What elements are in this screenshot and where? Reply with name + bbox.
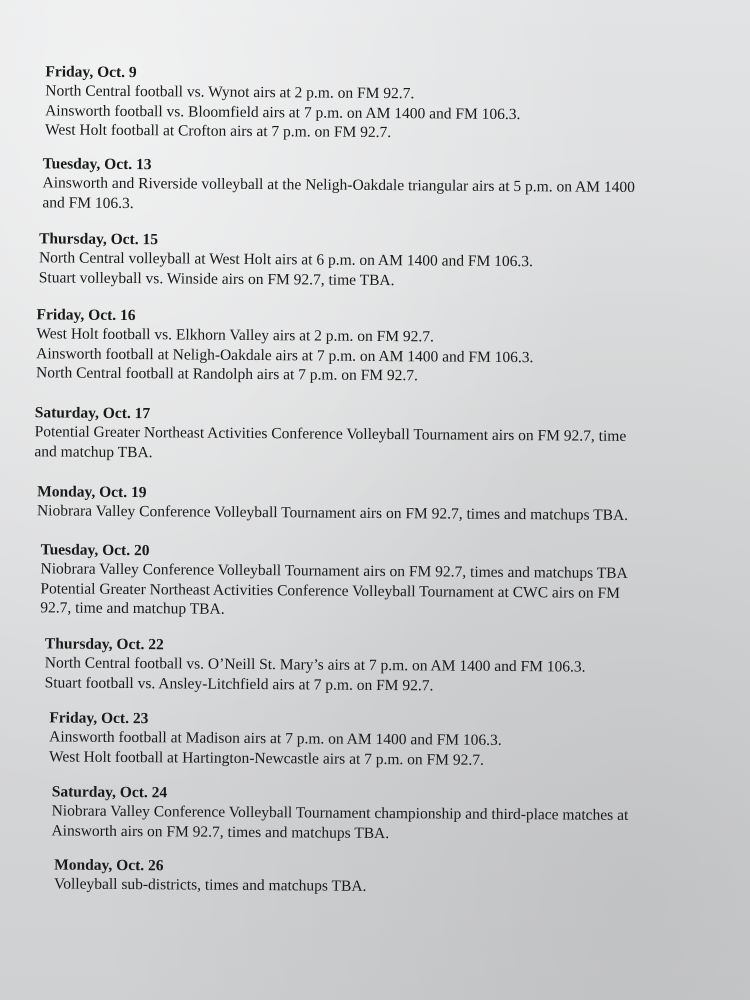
event-line: North Central football vs. O’Neill St. Mary’s airs at 7 p.m. on AM 1400 and FM 106.3. [44,654,586,676]
section-date: Thursday, Oct. 22 [44,635,164,654]
event-line: Niobrara Valley Conference Volleyball Tournament airs on FM 92.7, times and matchups TBA. [36,502,629,524]
event-line: West Holt football at Hartington-Newcastle airs at 7 p.m. on FM 92.7. [48,747,484,769]
event-line: West Holt football at Crofton airs at 7 p.m. on FM 92.7. [44,121,392,142]
event-line: Ainsworth football at Madison airs at 7 p.m. on AM 1400 and FM 106.3. [49,728,502,749]
section-date: Tuesday, Oct. 13 [42,155,152,174]
event-line: Ainsworth football at Neligh-Oakdale airs at 7 p.m. on AM 1400 and FM 106.3. [36,344,534,366]
event-line: Stuart volleyball vs. Winside airs on FM 92.7, time TBA. [38,268,395,289]
section-date: Friday, Oct. 16 [36,306,136,325]
event-line: Volleyball sub-districts, times and matchups TBA. [53,875,367,895]
event-line: Niobrara Valley Conference Volleyball Tournament championship and third-place matches at [51,802,629,824]
event-line: and matchup TBA. [34,442,153,461]
section-date: Thursday, Oct. 15 [39,230,159,249]
schedule-section [42,154,722,217]
event-line: West Holt football vs. Elkhorn Valley airs at 2 p.m. on FM 92.7. [36,325,434,346]
schedule-section [45,62,726,145]
event-line: North Central volleyball at West Holt airs at 6 p.m. on AM 1400 and FM 106.3. [38,249,534,271]
event-line: Ainsworth airs on FM 92.7, times and matchups TBA. [51,821,390,842]
section-date: Tuesday, Oct. 20 [40,541,150,560]
schedule-section [49,708,729,771]
section-date: Friday, Oct. 9 [45,63,137,82]
section-date: Monday, Oct. 26 [54,856,164,875]
event-line: Potential Greater Northeast Activities Conference Volleyball Tournament at CWC airs on FM [40,579,621,602]
schedule-section [54,855,734,899]
event-line: Ainsworth and Riverside volleyball at the Neligh-Oakdale triangular airs at 5 p.m. on AM 1400 [42,174,635,196]
schedule-section [36,305,717,388]
schedule-section [40,540,721,623]
event-line: and FM 106.3. [42,193,134,212]
schedule-section [34,403,714,466]
section-date: Saturday, Oct. 17 [34,404,151,423]
section-date: Friday, Oct. 23 [49,709,149,728]
event-line: Stuart football vs. Ansley-Litchfield airs at 7 p.m. on FM 92.7. [44,673,434,694]
schedule-section [45,634,725,697]
event-line: 92.7, time and matchup TBA. [40,599,225,618]
event-line: Ainsworth football vs. Bloomfield airs at 7 p.m. on AM 1400 and FM 106.3. [45,101,521,123]
section-date: Monday, Oct. 19 [37,483,147,502]
event-line: Potential Greater Northeast Activities Conference Volleyball Tournament airs on FM 92.7, time [34,423,627,445]
event-line: North Central football at Randolph airs at 7 p.m. on FM 92.7. [36,364,418,385]
event-line: North Central football vs. Wynot airs at 2 p.m. on FM 92.7. [45,82,415,103]
section-date: Saturday, Oct. 24 [51,783,168,802]
schedule-section [39,229,719,292]
schedule-section [37,482,717,526]
schedule-section [51,782,731,845]
event-line: Niobrara Valley Conference Volleyball Tournament airs on FM 92.7, times and matchups TBA [40,560,628,582]
